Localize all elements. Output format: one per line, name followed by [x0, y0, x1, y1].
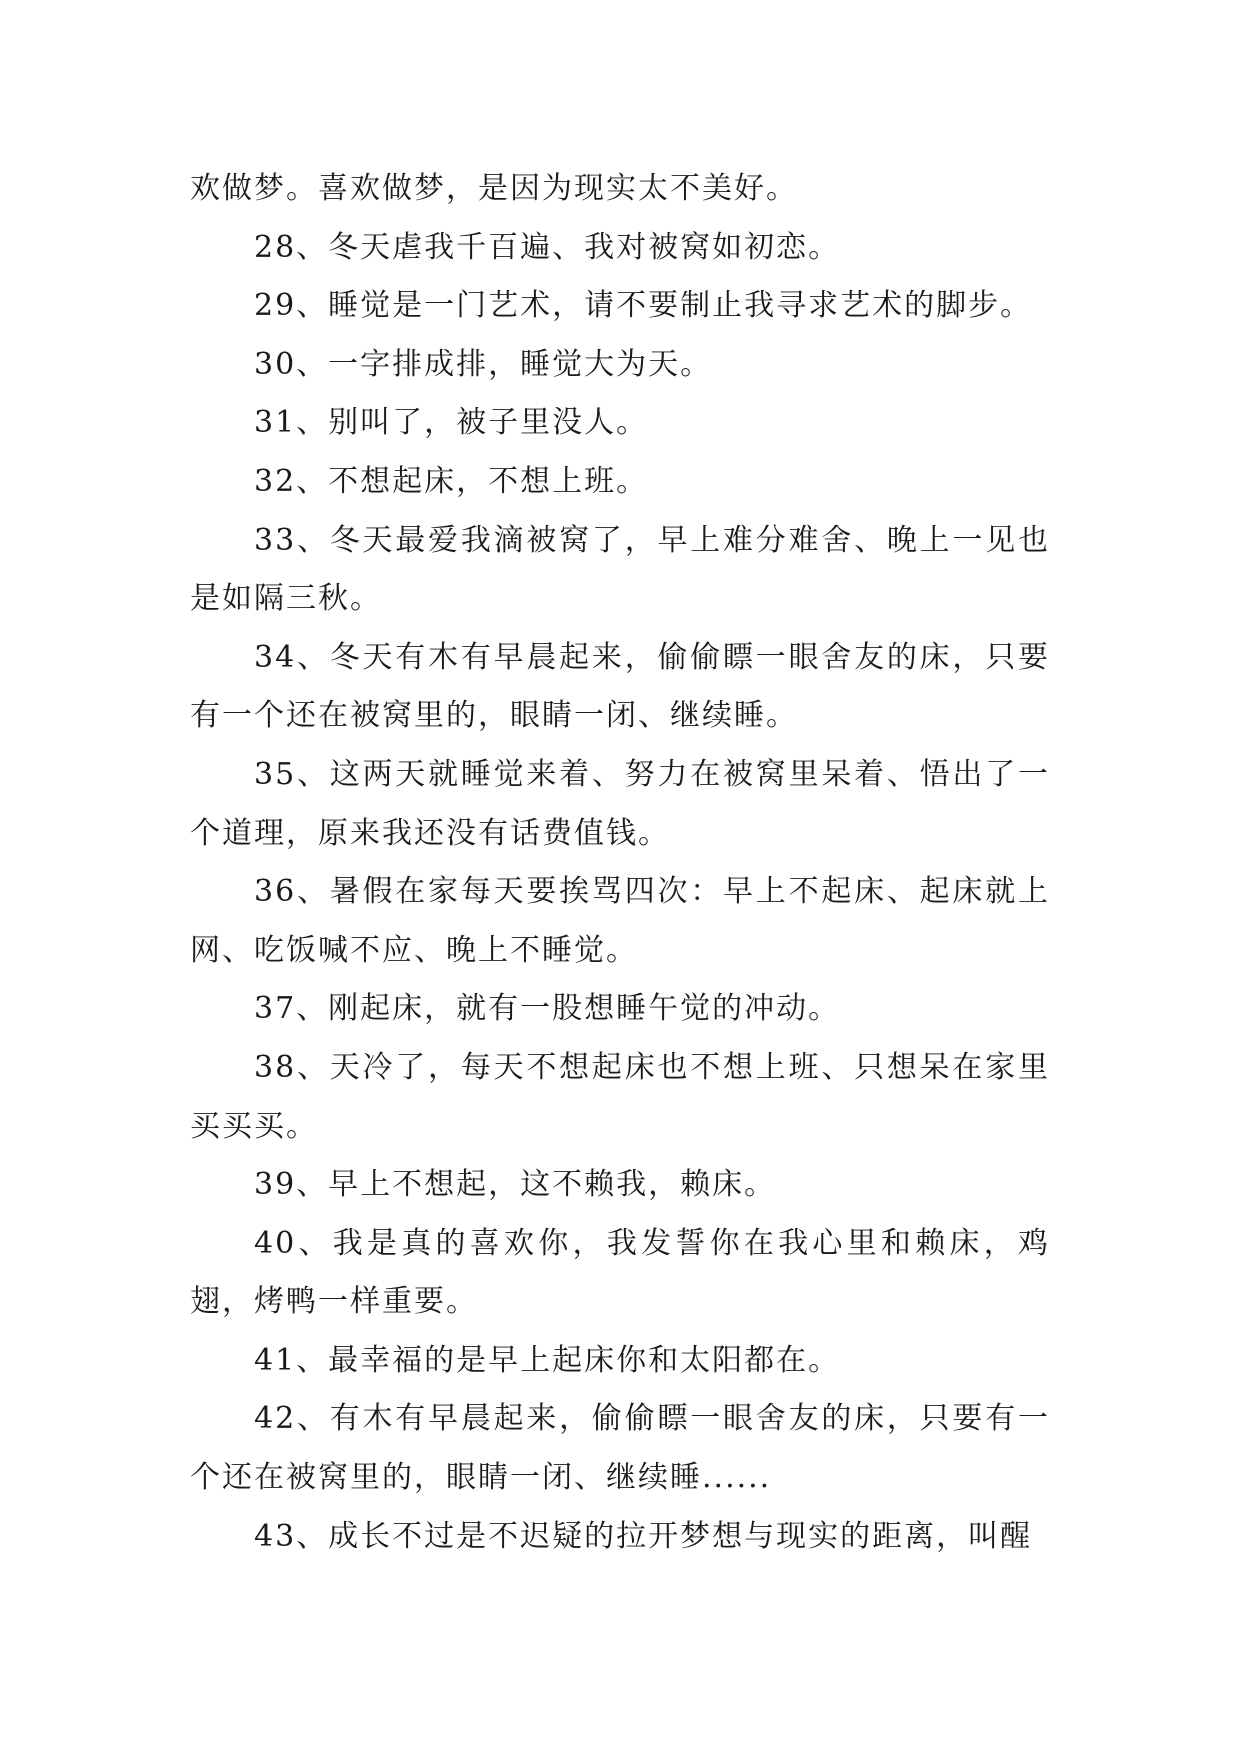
paragraph-29: 29、睡觉是一门艺术，请不要制止我寻求艺术的脚步。	[254, 288, 1033, 324]
paragraph-34: 34、冬天有木有早晨起来，偷偷瞟一眼舍友的床，只要有一个还在被窝里的，眼睛一闭、继续睡。	[190, 639, 1050, 734]
paragraph-31: 31、别叫了，被子里没人。	[254, 405, 649, 441]
paragraph-33: 33、冬天最爱我滴被窝了，早上难分难舍、晚上一见也是如隔三秋。	[190, 522, 1050, 617]
paragraph-35: 35、这两天就睡觉来着、努力在被窝里呆着、悟出了一个道理，原来我还没有话费值钱。	[190, 756, 1050, 851]
paragraph-30: 30、一字排成排，睡觉大为天。	[254, 346, 713, 382]
paragraph-37: 37、刚起床，就有一股想睡午觉的冲动。	[254, 991, 841, 1027]
paragraph-36: 36、暑假在家每天要挨骂四次：早上不起床、起床就上网、吃饭喊不应、晚上不睡觉。	[190, 874, 1050, 968]
paragraph-32: 32、不想起床，不想上班。	[254, 463, 649, 499]
paragraph-39: 39、早上不想起，这不赖我，赖床。	[254, 1167, 777, 1203]
paragraph-38: 38、天冷了，每天不想起床也不想上班、只想呆在家里买买买。	[190, 1049, 1050, 1144]
document-body	[190, 160, 1050, 1566]
paragraph-28: 28、冬天虐我千百遍、我对被窝如初恋。	[254, 229, 841, 265]
paragraph-continuation: 欢做梦。喜欢做梦，是因为现实太不美好。	[190, 171, 798, 206]
paragraph-41: 41、最幸福的是早上起床你和太阳都在。	[254, 1342, 841, 1378]
paragraph-43: 43、成长不过是不迟疑的拉开梦想与现实的距离，叫醒	[254, 1518, 1033, 1554]
paragraph-40: 40、我是真的喜欢你，我发誓你在我心里和赖床，鸡翅，烤鸭一样重要。	[190, 1225, 1050, 1320]
paragraph-42: 42、有木有早晨起来，偷偷瞟一眼舍友的床，只要有一个还在被窝里的，眼睛一闭、继续睡......	[190, 1401, 1050, 1496]
